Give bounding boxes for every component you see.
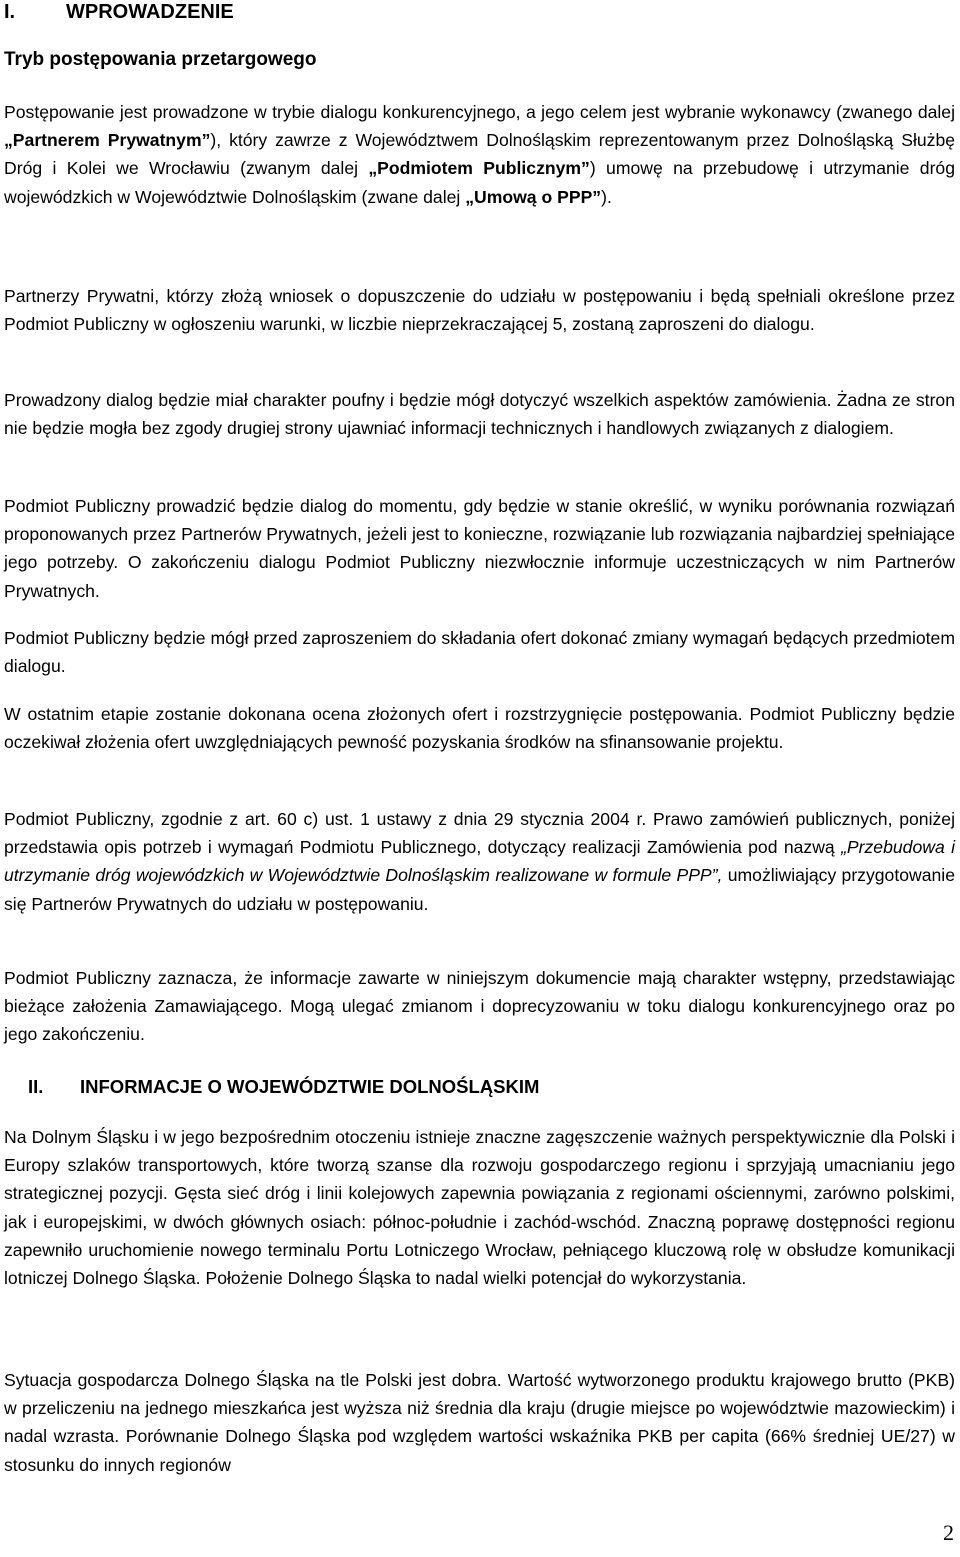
- paragraph-6: W ostatnim etapie zostanie dokonana ocena złożonych ofert i rozstrzygnięcie postępowania. Podmiot Publiczny będzie oczekiwał złożenia ofert uwzględniających pewność pozyskania środków na sfinansowanie projektu.: [4, 704, 955, 753]
- section-title: WPROWADZENIE: [66, 1, 234, 23]
- text-run: ), który zawrze z Województwem Dolnośląskim reprezentowanym przez Dolnośląską Służbę Dróg i Kolei we Wrocławiu (zwanym dalej: [4, 130, 956, 179]
- paragraph-1: [4, 98, 955, 211]
- paragraph-3: Prowadzony dialog będzie miał charakter poufny i będzie mógł dotyczyć wszelkich aspektów zamówienia. Żadna ze stron nie będzie mogła bez zgody drugiej strony ujawniać informacji technicznych i handlowych związanych z dialogiem.: [4, 390, 955, 439]
- subheading: Tryb postępowania przetargowego: [4, 49, 317, 70]
- section-number: I.: [4, 1, 16, 23]
- paragraph-10: Sytuacja gospodarcza Dolnego Śląska na tle Polski jest dobra. Wartość wytworzonego produktu krajowego brutto (PKB) w przeliczeniu na jednego mieszkańca jest wyższa niż średnia dla kraju (drugie miejsce po województwie mazowieckim) i nadal wzrasta. Porównanie Dolnego Śląska pod względem wartości wskaźnika PKB per capita (66% średniej UE/27) w stosunku do innych regionów: [4, 1370, 955, 1475]
- section-heading-2: [28, 1074, 539, 1100]
- paragraph-9: Na Dolnym Śląsku i w jego bezpośrednim otoczeniu istnieje znaczne zagęszczenie ważnych perspektywicznie dla Polski i Europy szlaków transportowych, które tworzą szanse dla rozwoju gospodarczego regionu i sprzyjają umacnianiu jego strategicznej pozycji. Gęsta sieć dróg i linii kolejowych zapewnia powiązania z regionami ościennymi, zarówno polskimi, jak i europejskimi, w dwóch głównych osiach: północ-południe i zachód-wschód. Znaczną poprawę dostępności regionu zapewniło uruchomienie nowego terminalu Portu Lotniczego Wrocław, pełniącego kluczową rolę w obsłudze komunikacji lotniczej Dolnego Śląska. Położenie Dolnego Śląska to nadal wielki potencjał do wykorzystania.: [4, 1127, 955, 1289]
- text-run: ) umowę na przebudowę i utrzymanie dróg wojewódzkich w Województwie Dolnośląskim (zwane dalej: [4, 158, 955, 207]
- section-number: II.: [28, 1076, 44, 1097]
- section-heading-1: [4, 0, 234, 24]
- text-run: Podmiot Publiczny, zgodnie z art. 60 c) ust. 1 ustawy z dnia 29 stycznia 2004 r. Prawo zamówień publicznych, poniżej przedstawia opis potrzeb i wymagań Podmiotu Publicznego, dotyczący realizacji Zamówienia pod nazwą: [4, 809, 955, 858]
- bold-term: „Umową o PPP”: [465, 186, 602, 207]
- paragraph-5: Podmiot Publiczny będzie mógł przed zaproszeniem do składania ofert dokonać zmiany wymagań będących przedmiotem dialogu.: [4, 628, 955, 677]
- paragraph-2: Partnerzy Prywatni, którzy złożą wniosek o dopuszczenie do udziału w postępowaniu i będą spełniali określone przez Podmiot Publiczny w ogłoszeniu warunki, w liczbie nieprzekraczającej 5, zostaną zaproszeni do dialogu.: [4, 286, 955, 335]
- bold-term: „Podmiotem Publicznym”: [368, 158, 590, 179]
- text-run: umożliwiający przygotowanie się Partnerów Prywatnych do udziału w postępowaniu.: [4, 865, 955, 914]
- paragraph-8: Podmiot Publiczny zaznacza, że informacje zawarte w niniejszym dokumencie mają charakter wstępny, przedstawiając bieżące założenia Zamawiającego. Mogą ulegać zmianom i doprecyzowaniu w toku dialogu konkurencyjnego oraz po jego zakończeniu.: [4, 968, 955, 1045]
- italic-title: „Przebudowa i utrzymanie dróg wojewódzkich w Województwie Dolnośląskim realizowane w formule PPP”,: [4, 837, 955, 886]
- bold-term: „Partnerem Prywatnym”: [4, 130, 211, 151]
- page-number: 2: [943, 1520, 954, 1545]
- text-run: ).: [601, 186, 612, 207]
- paragraph-7: [4, 805, 955, 918]
- section-title: INFORMACJE O WOJEWÓDZTWIE DOLNOŚLĄSKIM: [80, 1076, 540, 1097]
- text-run: Postępowanie jest prowadzone w trybie dialogu konkurencyjnego, a jego celem jest wybranie wykonawcy (zwanego dalej: [4, 102, 955, 122]
- paragraph-4: Podmiot Publiczny prowadzić będzie dialog do momentu, gdy będzie w stanie określić, w wyniku porównania rozwiązań proponowanych przez Partnerów Prywatnych, jeżeli jest to konieczne, rozwiązanie lub rozwiązania najbardziej spełniające jego potrzeby. O zakończeniu dialogu Podmiot Publiczny niezwłocznie informuje uczestniczących w nim Partnerów Prywatnych.: [4, 496, 955, 601]
